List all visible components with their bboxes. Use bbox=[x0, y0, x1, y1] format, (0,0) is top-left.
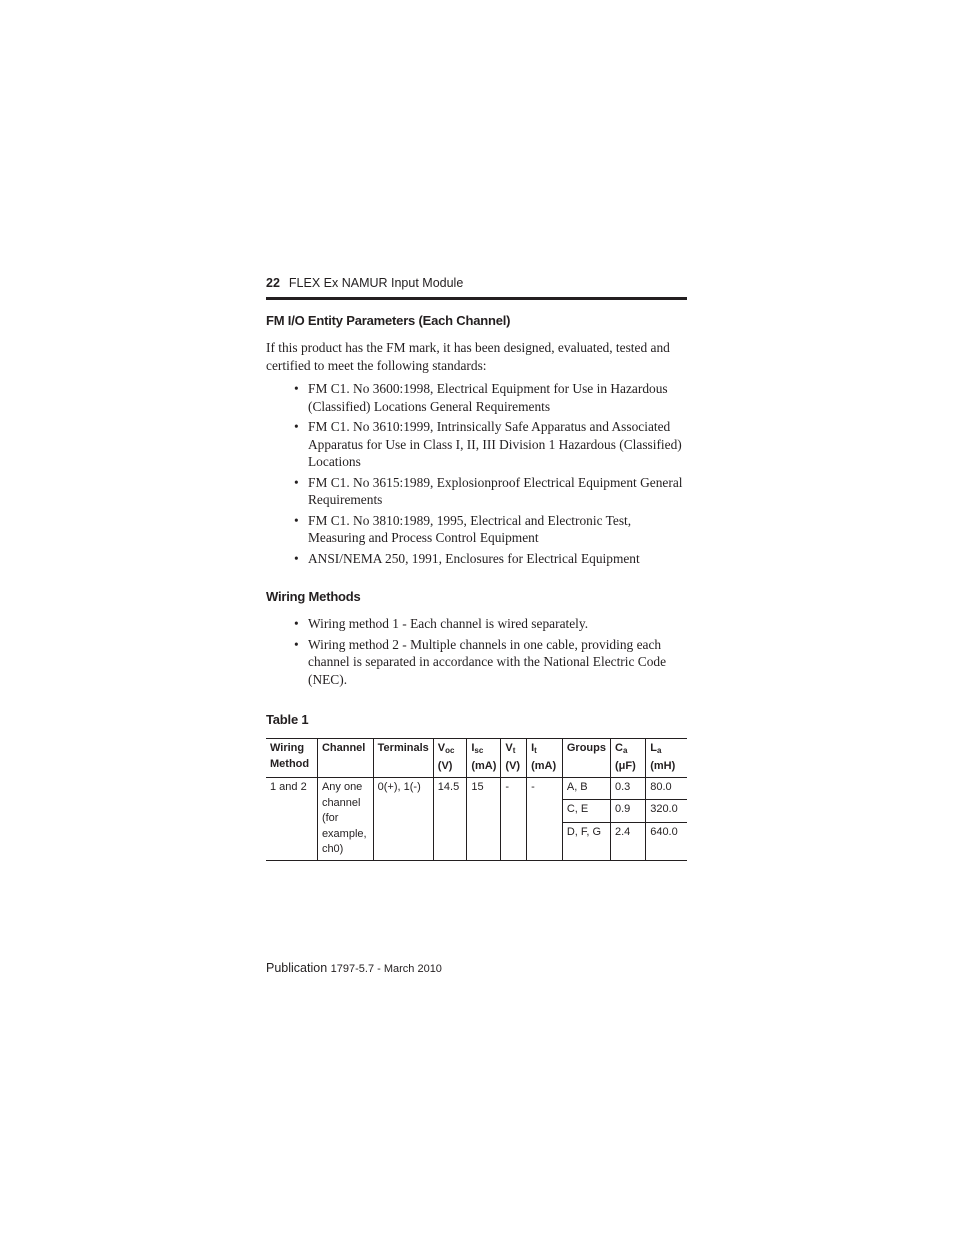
col-header-voc: $V_{oc}$ (V) bbox=[433, 739, 467, 778]
cell-isc: 15 bbox=[467, 778, 501, 861]
col-header-groups: Groups bbox=[562, 739, 610, 778]
publication-number: 1797-5.7 - March 2010 bbox=[330, 963, 442, 975]
cell-it: - bbox=[527, 778, 563, 861]
bullet-icon: • bbox=[294, 616, 299, 631]
col-header-wiring-method: Wiring Method bbox=[270, 742, 310, 770]
cell-wiring-method: 1 and 2 bbox=[270, 781, 307, 793]
running-title: FLEX Ex NAMUR Input Module bbox=[288, 276, 464, 290]
wiring-methods-list bbox=[266, 615, 687, 691]
bullet-icon: • bbox=[294, 550, 299, 566]
bullet-icon: • bbox=[294, 474, 299, 490]
cell-la: 640.0 bbox=[646, 822, 687, 860]
header-rule bbox=[266, 297, 687, 300]
entity-parameters-table bbox=[266, 738, 687, 861]
section-heading-fm-entity: FM I/O Entity Parameters (Each Channel) bbox=[266, 313, 511, 328]
section-heading-wiring-methods: Wiring Methods bbox=[266, 589, 361, 604]
bullet-icon: • bbox=[294, 636, 299, 652]
list-item: • FM C1. No 3610:1999, Intrinsically Safe Apparatus and Associated Apparatus for Use in Class I, II, III Division 1 Hazardous (Classified) Locations bbox=[294, 419, 682, 469]
bullet-icon: • bbox=[294, 512, 299, 528]
cell-terminals: 0(+), 1(-) bbox=[373, 778, 433, 861]
table-caption: Table 1 bbox=[266, 712, 309, 727]
standards-list bbox=[266, 380, 687, 570]
list-item: • ANSI/NEMA 250, 1991, Enclosures for Electrical Equipment bbox=[294, 550, 640, 566]
list-item: • FM C1. No 3810:1989, 1995, Electrical and Electronic Test, Measuring and Process Control Equipment bbox=[294, 512, 632, 545]
cell-ca: 2.4 bbox=[610, 822, 645, 860]
list-item: • FM C1. No 3600:1998, Electrical Equipment for Use in Hazardous (Classified) Locations General Requirements bbox=[294, 381, 668, 414]
footer-label: Publication bbox=[266, 961, 328, 975]
col-header-vt: $V_t$ (V) bbox=[501, 739, 527, 778]
col-header-terminals: Terminals bbox=[373, 739, 433, 778]
table-row bbox=[266, 778, 687, 800]
cell-voc: 14.5 bbox=[433, 778, 467, 861]
page-number: 22 bbox=[266, 276, 280, 290]
cell-groups: A, B bbox=[562, 778, 610, 800]
cell-groups: D, F, G bbox=[562, 822, 610, 860]
col-header-la: $L_a$ (mH) bbox=[646, 739, 687, 778]
col-header-ca: $C_a$ (μF) bbox=[610, 739, 645, 778]
cell-la: 320.0 bbox=[646, 800, 687, 822]
cell-la: 80.0 bbox=[646, 778, 687, 800]
col-header-channel: Channel bbox=[317, 739, 373, 778]
list-item: • Wiring method 1 - Each channel is wired separately. bbox=[294, 616, 589, 631]
cell-vt: - bbox=[501, 778, 527, 861]
intro-paragraph: If this product has the FM mark, it has been designed, evaluated, tested and certified to meet the following standards: bbox=[266, 340, 670, 373]
bullet-icon: • bbox=[294, 419, 299, 434]
cell-ca: 0.9 bbox=[610, 800, 645, 822]
col-header-isc: $I_{sc}$ (mA) bbox=[467, 739, 501, 778]
cell-channel: Any one channel (for example, ch0) bbox=[317, 778, 373, 861]
list-item: • Wiring method 2 - Multiple channels in one cable, providing each channel is separated in accordance with the National Electric Code (NEC). bbox=[294, 636, 667, 687]
page-footer bbox=[266, 961, 442, 975]
cell-groups: C, E bbox=[562, 800, 610, 822]
running-header bbox=[266, 276, 687, 290]
list-item: • FM C1. No 3615:1989, Explosionproof Electrical Equipment General Requirements bbox=[294, 474, 683, 507]
table-header-row bbox=[266, 739, 687, 778]
bullet-icon: • bbox=[294, 381, 299, 396]
col-header-it: $I_t$ (mA) bbox=[527, 739, 563, 778]
cell-ca: 0.3 bbox=[610, 778, 645, 800]
